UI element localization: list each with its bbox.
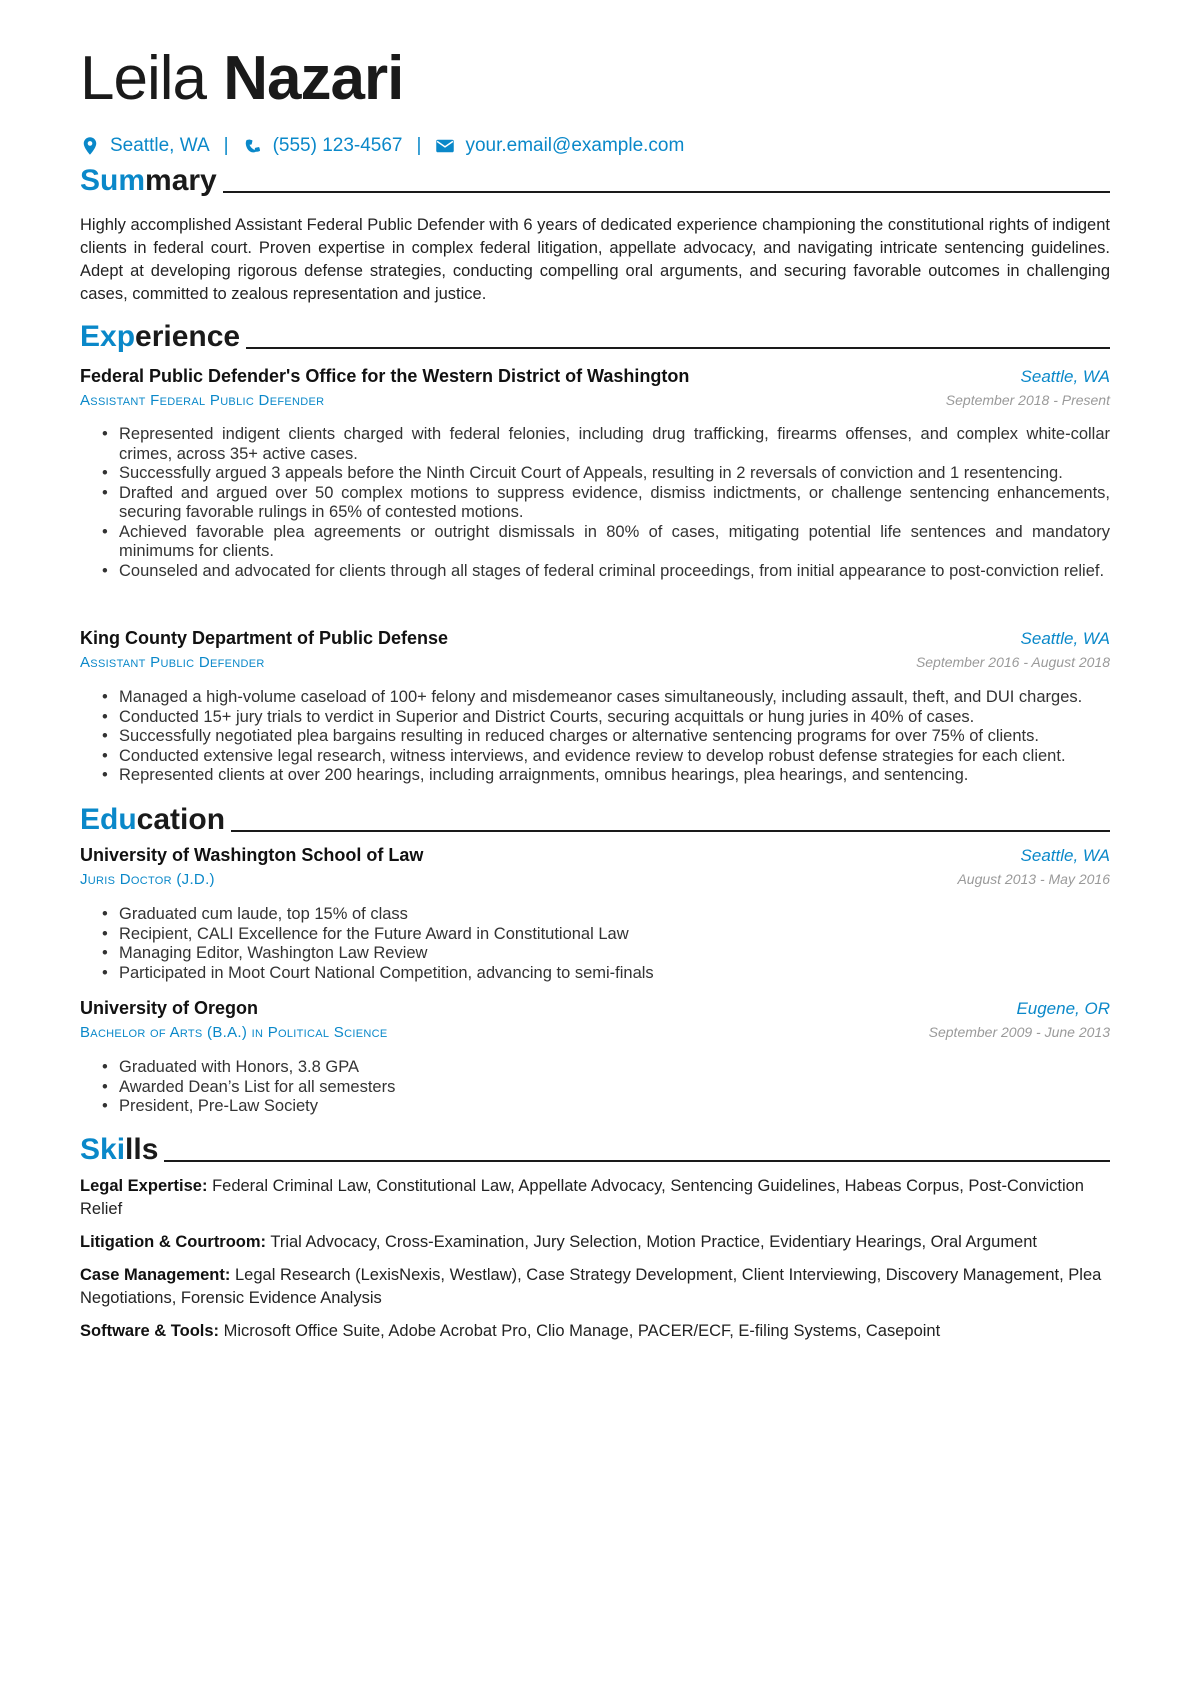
job-title: Assistant Public Defender bbox=[80, 654, 265, 671]
entry-dates: September 2016 - August 2018 bbox=[915, 654, 1110, 670]
location-text: Seattle, WA bbox=[110, 135, 210, 156]
bullet-item: • Awarded Dean’s List for all semesters bbox=[119, 1078, 1110, 1098]
education-entry bbox=[80, 996, 1110, 1044]
skill-value: Trial Advocacy, Cross-Examination, Jury Selection, Motion Practice, Evidentiary Hearings, Oral Argument bbox=[270, 1233, 1037, 1251]
bullet-item: • Participated in Moot Court National Competition, advancing to semi-finals bbox=[119, 964, 1110, 984]
contact-separator: | bbox=[416, 135, 422, 156]
skill-value: Legal Research (LexisNexis, Westlaw), Case Strategy Development, Client Interviewing, Discovery Management, Plea Negotiations, Forensic Evidence Analysis bbox=[80, 1266, 1102, 1307]
contact-separator: | bbox=[223, 135, 229, 156]
phone-text: (555) 123-4567 bbox=[272, 135, 403, 156]
phone-icon bbox=[243, 136, 263, 156]
summary-section-header bbox=[80, 158, 1110, 198]
section-divider bbox=[164, 1160, 1110, 1162]
bullet-item: • Counseled and advocated for clients through all stages of federal criminal proceedings, from initial appearance to post-conviction relief. bbox=[119, 562, 1110, 582]
experience-entry bbox=[80, 364, 1110, 412]
contact-location bbox=[80, 135, 210, 157]
candidate-name bbox=[80, 42, 403, 116]
skill-label: Case Management: bbox=[80, 1266, 231, 1284]
summary-text: Highly accomplished Assistant Federal Public Defender with 6 years of dedicated experience championing the constitutional rights of indigent clients in federal court. Proven expertise in complex federal litigation, appellate advocacy, and navigating intricate sentencing guidelines. Adept at developing rigorous defense strategies, conducting compelling oral arguments, and securing favorable outcomes in challenging cases, committed to zealous representation and justice. bbox=[80, 216, 1110, 303]
section-title: Summary bbox=[80, 164, 217, 197]
skill-row bbox=[80, 1231, 1110, 1254]
school-name: University of Washington School of Law bbox=[80, 845, 424, 865]
bullet-item: • Represented clients at over 200 hearings, including arraignments, omnibus hearings, plea hearings, and sentencing. bbox=[119, 766, 1110, 786]
contact-phone[interactable] bbox=[243, 135, 403, 157]
skill-value: Federal Criminal Law, Constitutional Law, Appellate Advocacy, Sentencing Guidelines, Habeas Corpus, Post-Conviction Relief bbox=[80, 1177, 1084, 1218]
experience-bullets bbox=[80, 425, 1110, 581]
employer-name: King County Department of Public Defense bbox=[80, 628, 449, 648]
experience-entry bbox=[80, 626, 1110, 674]
entry-location: Eugene, OR bbox=[1016, 999, 1110, 1018]
skill-label: Litigation & Courtroom: bbox=[80, 1233, 267, 1251]
job-title: Assistant Federal Public Defender bbox=[80, 392, 325, 409]
education-bullets bbox=[80, 1058, 1110, 1117]
bullet-item: • Conducted extensive legal research, witness interviews, and evidence review to develop robust defense strategies for each client. bbox=[119, 747, 1110, 767]
bullet-item: • Successfully argued 3 appeals before the Ninth Circuit Court of Appeals, resulting in 2 reversals of conviction and 1 resentencing. bbox=[119, 464, 1110, 484]
contact-email[interactable] bbox=[435, 135, 684, 157]
experience-section-header bbox=[80, 314, 1110, 354]
bullet-item: • Represented indigent clients charged with federal felonies, including drug trafficking, firearms offenses, and complex white-collar crimes, across 35+ active cases. bbox=[119, 425, 1110, 464]
bullet-item: • Successfully negotiated plea bargains resulting in reduced charges or alternative sentencing programs for over 75% of clients. bbox=[119, 727, 1110, 747]
education-section-header bbox=[80, 797, 1110, 837]
degree-title: Bachelor of Arts (B.A.) in Political Science bbox=[80, 1024, 388, 1041]
entry-location: Seattle, WA bbox=[1020, 629, 1110, 648]
bullet-item: • Graduated with Honors, 3.8 GPA bbox=[119, 1058, 1110, 1078]
skill-row bbox=[80, 1175, 1110, 1221]
experience-bullets bbox=[80, 688, 1110, 786]
envelope-icon bbox=[435, 136, 455, 156]
bullet-item: • Managed a high-volume caseload of 100+ felony and misdemeanor cases simultaneously, including assault, theft, and DUI charges. bbox=[119, 688, 1110, 708]
map-pin-icon bbox=[80, 136, 100, 156]
section-divider bbox=[231, 830, 1110, 832]
last-name: Nazari bbox=[223, 44, 404, 113]
email-link: your.email@example.com bbox=[465, 135, 685, 156]
school-name: University of Oregon bbox=[80, 998, 259, 1018]
bullet-item: • Drafted and argued over 50 complex motions to suppress evidence, dismiss indictments, or challenge sentencing enhancements, securing favorable rulings in 65% of contested motions. bbox=[119, 484, 1110, 523]
skill-row bbox=[80, 1264, 1110, 1310]
bullet-item: • President, Pre-Law Society bbox=[119, 1097, 1110, 1117]
bullet-item: • Achieved favorable plea agreements or outright dismissals in 80% of cases, mitigating potential life sentences and mandatory minimums for clients. bbox=[119, 523, 1110, 562]
entry-dates: August 2013 - May 2016 bbox=[957, 871, 1110, 887]
entry-dates: September 2009 - June 2013 bbox=[928, 1024, 1110, 1040]
skills-section-header bbox=[80, 1127, 1110, 1167]
education-entry bbox=[80, 843, 1110, 891]
entry-dates: September 2018 - Present bbox=[945, 392, 1110, 408]
bullet-item: • Managing Editor, Washington Law Review bbox=[119, 944, 1110, 964]
first-name: Leila bbox=[80, 44, 206, 113]
section-divider bbox=[246, 347, 1110, 349]
bullet-item: • Conducted 15+ jury trials to verdict in Superior and District Courts, securing acquittals or hung juries in 40% of cases. bbox=[119, 708, 1110, 728]
entry-location: Seattle, WA bbox=[1020, 846, 1110, 865]
bullet-item: • Recipient, CALI Excellence for the Future Award in Constitutional Law bbox=[119, 925, 1110, 945]
section-divider bbox=[223, 191, 1110, 193]
bullet-item: • Graduated cum laude, top 15% of class bbox=[119, 905, 1110, 925]
skill-label: Software & Tools: bbox=[80, 1322, 220, 1340]
section-title: Experience bbox=[80, 320, 241, 353]
skill-row bbox=[80, 1320, 1110, 1343]
skills-list bbox=[80, 1175, 1110, 1353]
entry-location: Seattle, WA bbox=[1020, 367, 1110, 386]
section-title: Education bbox=[80, 803, 226, 836]
employer-name: Federal Public Defender's Office for the Western District of Washington bbox=[80, 366, 690, 386]
skill-value: Microsoft Office Suite, Adobe Acrobat Pro, Clio Manage, PACER/ECF, E-filing Systems, Casepoint bbox=[223, 1322, 941, 1340]
skill-label: Legal Expertise: bbox=[80, 1177, 208, 1195]
degree-title: Juris Doctor (J.D.) bbox=[80, 871, 215, 888]
section-title: Skills bbox=[80, 1133, 159, 1166]
contact-bar bbox=[80, 133, 684, 159]
education-bullets bbox=[80, 905, 1110, 983]
